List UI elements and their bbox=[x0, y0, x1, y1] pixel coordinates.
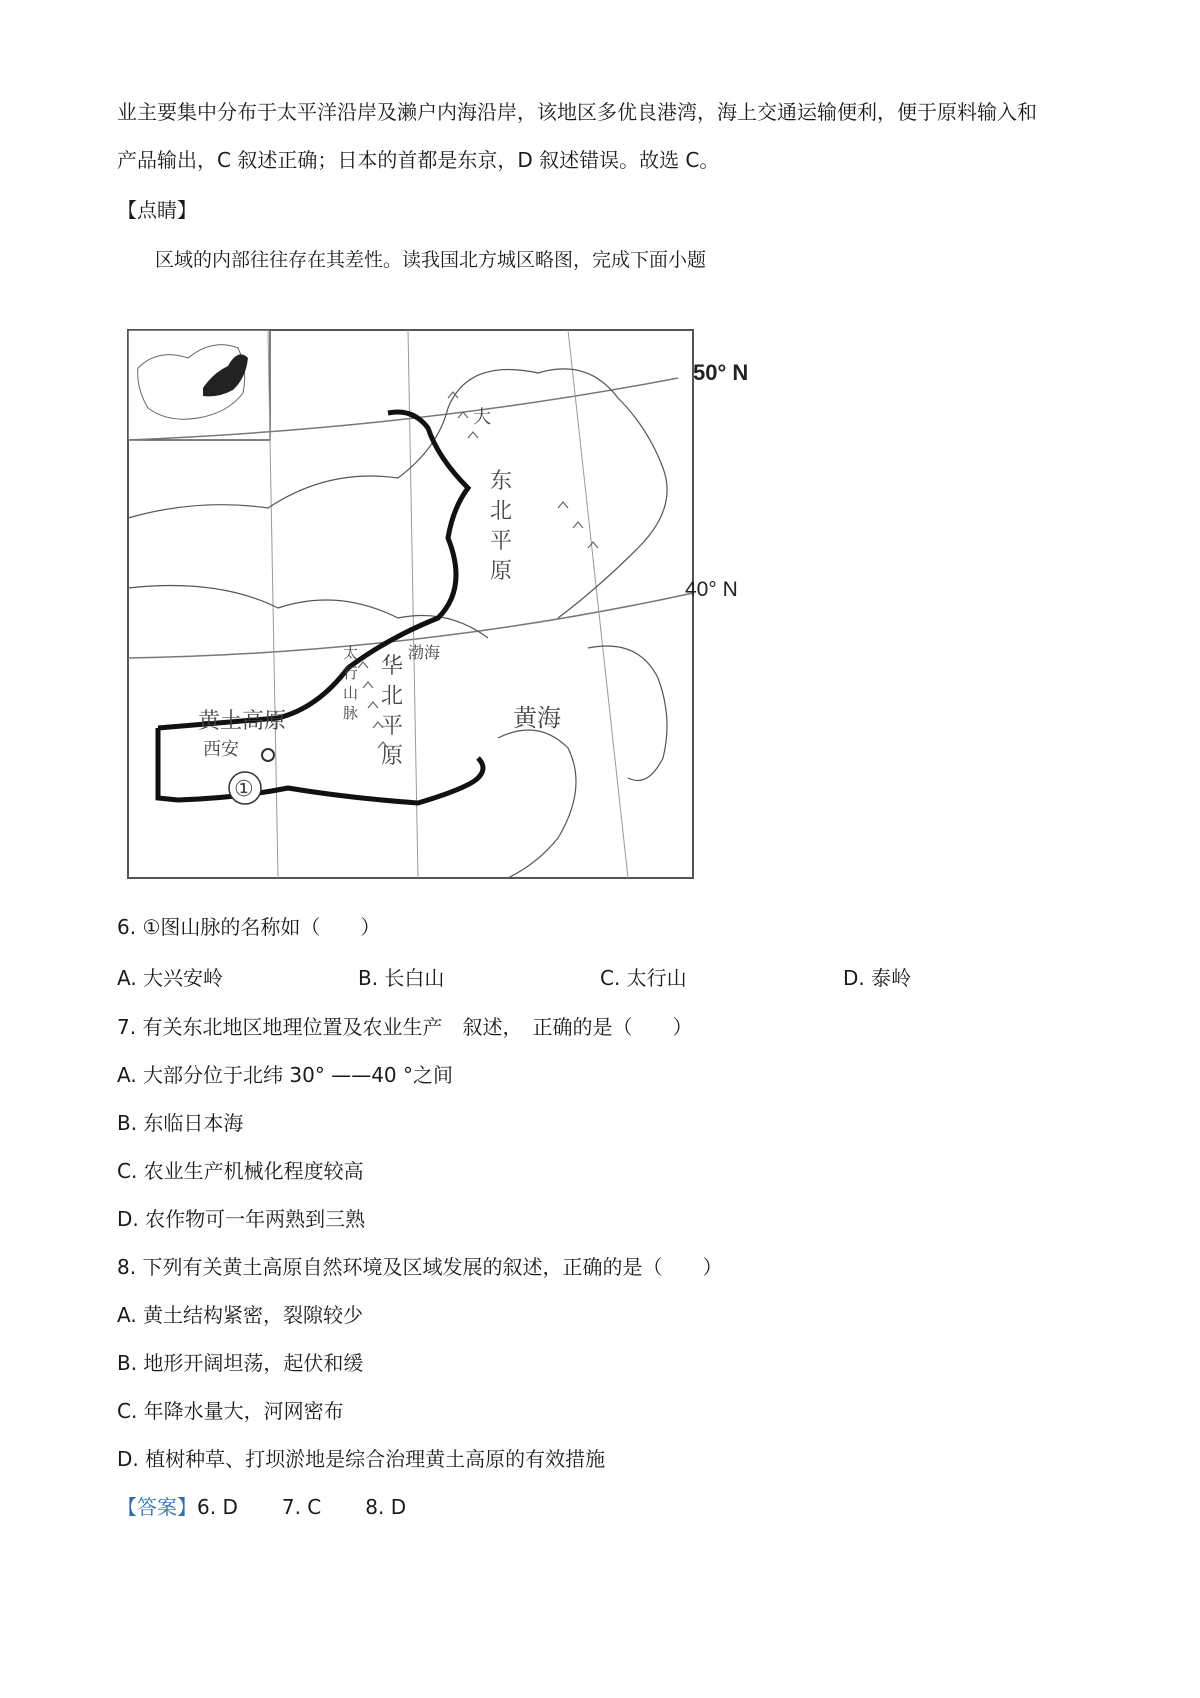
answer-row bbox=[117, 1493, 406, 1521]
huabei-label-4: 原 bbox=[381, 744, 404, 769]
huabei-label-3: 平 bbox=[381, 714, 404, 739]
bohai-label: 渤海 bbox=[408, 643, 441, 662]
dongbei-label-2: 北 bbox=[490, 499, 513, 524]
q6-option-d: D. 泰岭 bbox=[843, 966, 912, 990]
taihang-label-2: 行 bbox=[343, 664, 359, 682]
q7-option-b: B. 东临日本海 bbox=[117, 1111, 244, 1135]
dongbei-label-3: 平 bbox=[490, 529, 513, 554]
dianjing-heading: 【点睛】 bbox=[117, 198, 197, 222]
q7-option-d: D. 农作物可一年两熟到三熟 bbox=[117, 1207, 366, 1231]
answer-7: 7. C bbox=[281, 1495, 322, 1519]
q8-option-a: A. 黄土结构紧密，裂隙较少 bbox=[117, 1303, 364, 1327]
huangtu-plateau-label: 黄土高原 bbox=[198, 709, 287, 734]
q6-option-c: C. 太行山 bbox=[600, 966, 687, 990]
huanghai-label: 黄海 bbox=[513, 704, 561, 732]
huabei-label-2: 北 bbox=[381, 684, 404, 709]
mountain-marker-label: ① bbox=[234, 777, 254, 802]
dongbei-label-4: 原 bbox=[490, 559, 513, 584]
q8-option-c: C. 年降水量大，河网密布 bbox=[117, 1399, 344, 1423]
question-prompt: 区域的内部往往存在其差性。读我国北方城区略图，完成下面小题 bbox=[155, 249, 707, 271]
q6-stem: 6. ①图山脉的名称如（ ） bbox=[117, 915, 381, 939]
q8-option-b: B. 地形开阔坦荡，起伏和缓 bbox=[117, 1351, 364, 1375]
dongbei-label-1: 东 bbox=[490, 469, 513, 494]
xian-label: 西安 bbox=[203, 739, 239, 760]
q6-option-a: A. 大兴安岭 bbox=[117, 966, 224, 990]
latitude-50-label: 50° N bbox=[693, 360, 749, 385]
intro-line-2: 产品输出，C 叙述正确；日本的首都是东京，D 叙述错误。故选 C。 bbox=[117, 148, 720, 172]
latitude-40-label: 40° N bbox=[685, 578, 738, 601]
q7-stem: 7. 有关东北地区地理位置及农业生产 叙述， 正确的是（ ） bbox=[117, 1015, 693, 1039]
intro-line-1: 业主要集中分布于太平洋沿岸及濑户内海沿岸，该地区多优良港湾，海上交通运输便利，便于原料输入和 bbox=[117, 100, 1037, 124]
taihang-label-3: 山 bbox=[343, 684, 359, 702]
inset-frame bbox=[128, 330, 270, 440]
q7-option-c: C. 农业生产机械化程度较高 bbox=[117, 1159, 364, 1183]
taihang-label-4: 脉 bbox=[343, 704, 359, 722]
answer-6: 6. D bbox=[197, 1495, 238, 1519]
answer-label: 【答案】 bbox=[117, 1495, 197, 1519]
q7-option-a: A. 大部分位于北纬 30° ——40 °之间 bbox=[117, 1063, 454, 1087]
taihang-label-1: 太 bbox=[343, 644, 359, 662]
q6-option-b: B. 长白山 bbox=[358, 966, 445, 990]
huabei-label-1: 华 bbox=[381, 654, 404, 679]
northern-china-map bbox=[118, 318, 848, 893]
answer-8: 8. D bbox=[365, 1495, 407, 1519]
da-label: 大 bbox=[473, 407, 491, 428]
xian-city-marker bbox=[262, 749, 274, 761]
q8-stem: 8. 下列有关黄土高原自然环境及区域发展的叙述，正确的是（ ） bbox=[117, 1255, 723, 1279]
q8-option-d: D. 植树种草、打坝淤地是综合治理黄土高原的有效措施 bbox=[117, 1447, 606, 1471]
